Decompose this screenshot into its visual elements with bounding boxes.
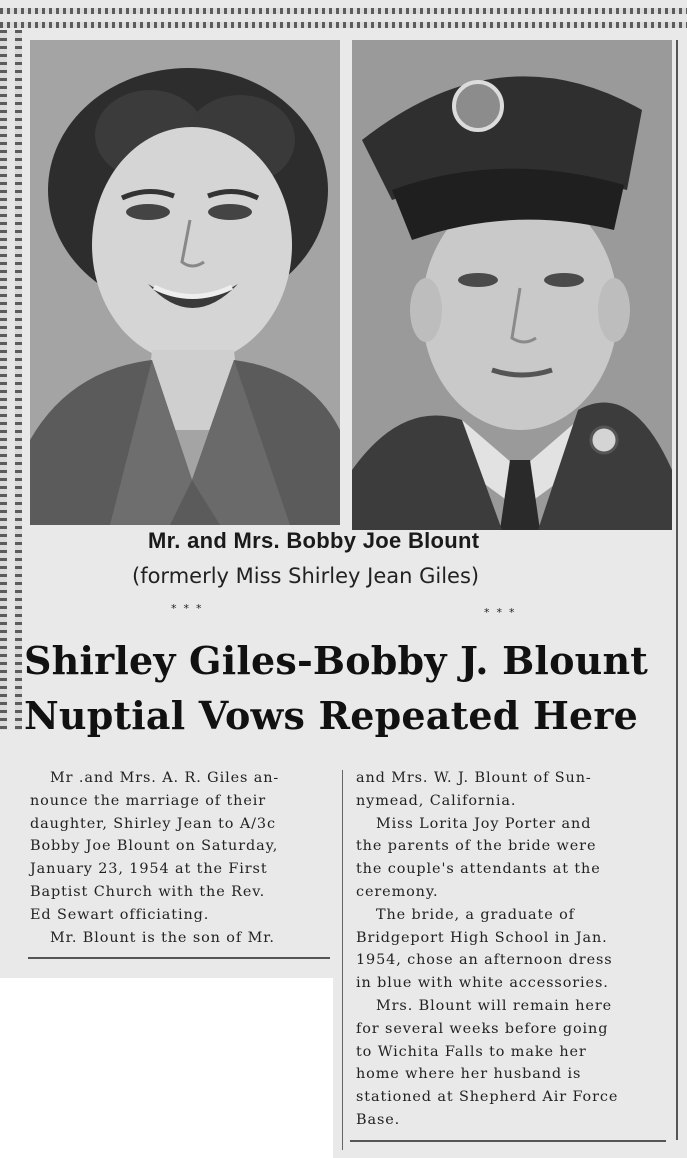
article-line: home where her husband is	[356, 1066, 582, 1083]
headline-line-2: Nuptial Vows Repeated Here	[24, 693, 639, 738]
article-line: Mrs. Blount will remain here	[376, 997, 613, 1014]
ornamental-border-left	[0, 30, 22, 730]
groom-portrait-photo	[352, 40, 672, 530]
article-line: and Mrs. W. J. Blount of Sun-	[356, 770, 592, 786]
column-end-rule-right	[350, 1140, 666, 1142]
article-line: daughter, Shirley Jean to A/3c	[30, 815, 276, 832]
headline-line-1: Shirley Giles-Bobby J. Blount	[24, 638, 649, 683]
article-line: The bride, a graduate of	[376, 906, 575, 923]
ornamental-border-top	[0, 8, 687, 28]
photo-caption-maiden-name: (formerly Miss Shirley Jean Giles)	[132, 564, 480, 588]
column-end-rule-left	[28, 957, 330, 959]
portrait-woman-icon	[30, 40, 340, 525]
article-line: for several weeks before going	[356, 1020, 609, 1037]
article-line: in blue with white accessories.	[356, 975, 609, 992]
article-line: Mr. Blount is the son of Mr.	[50, 929, 275, 946]
portrait-airman-icon	[352, 40, 672, 530]
article-line: Baptist Church with the Rev.	[30, 883, 266, 900]
asterisk-divider-right: ***	[484, 606, 522, 619]
article-line: January 23, 1954 at the First	[30, 861, 268, 878]
bride-portrait-photo	[30, 40, 340, 525]
article-line: nymead, California.	[356, 792, 517, 809]
article-line: to Wichita Falls to make her	[356, 1043, 587, 1060]
article-line: Bridgeport High School in Jan.	[356, 929, 608, 946]
article-line: Mr .and Mrs. A. R. Giles an-	[50, 770, 280, 786]
article-line: ceremony.	[356, 883, 439, 900]
article-line: Bobby Joe Blount on Saturday,	[30, 838, 279, 855]
article-line: the couple's attendants at the	[356, 861, 601, 878]
article-column-left	[30, 767, 330, 949]
article-column-right	[356, 767, 666, 1132]
article-line: Ed Sewart officiating.	[30, 906, 210, 923]
column-rule-right	[676, 40, 678, 1140]
asterisk-divider-left: ***	[171, 602, 209, 615]
clipping-cut-area	[0, 978, 333, 1158]
article-line: the parents of the bride were	[356, 838, 597, 855]
article-line: stationed at Shepherd Air Force	[356, 1089, 619, 1106]
article-line: Miss Lorita Joy Porter and	[376, 815, 592, 832]
column-divider	[342, 770, 343, 1150]
article-line: nounce the marriage of their	[30, 792, 267, 809]
photo-caption-names: Mr. and Mrs. Bobby Joe Blount	[148, 528, 480, 553]
article-line: 1954, chose an afternoon dress	[356, 952, 613, 969]
article-line: Base.	[356, 1111, 401, 1128]
